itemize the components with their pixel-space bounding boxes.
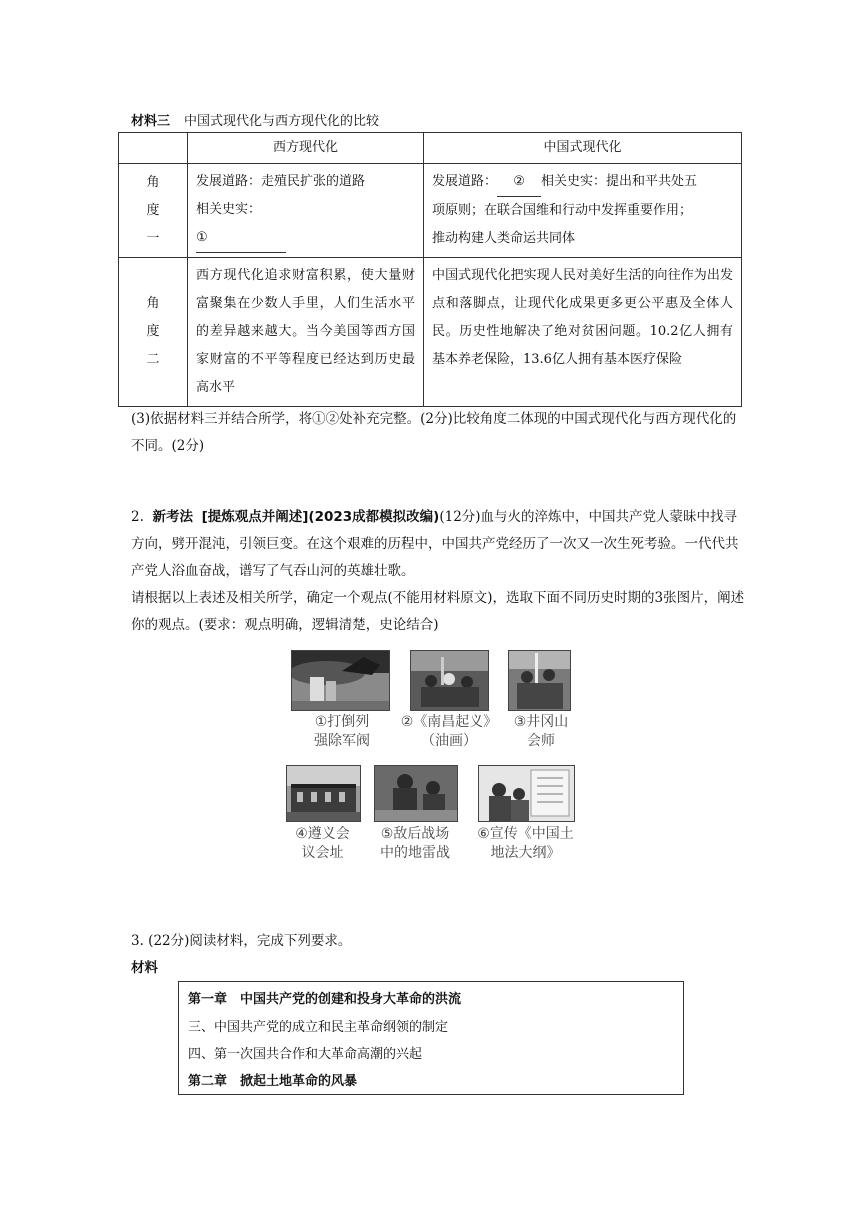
comparison-table [118,132,742,407]
cell-west-angle2: 西方现代化追求财富积累，使大量财富聚集在少数人手里，人们生活水平的差异越来越大。当今美国等西方国家财富的不平等程度已经达到历史最高水平 [188,258,424,407]
cell-china-angle1: 发展道路： ② 相关史实：提出和平共处五 项原则；在联合国维和行动中发挥重要作用； 推动构建人类命运共同体 [424,164,742,258]
question-2: 2. 新考法 [提炼观点并阐述](2023成都模拟改编)(12分)血与火的淬炼中，中国共产党人蒙昧中找寻方向，劈开混沌，引领巨变。在这个艰难的历程中，中国共产党经历了一次又一次生死考验。一代代共产党人浴血奋战，谱写了气吞山河的英雄壮歌。 请根据以上表述及相关所学，确定一个观点(不能用材料原文)，选取下面不同历史时期的3张图片，阐述你的观点。(要求：观点明确，逻辑清楚，史论结合) [131,509,745,633]
photo-zunyi-site [286,765,361,822]
question-3: 3. (22分)阅读材料，完成下列要求。 [131,933,352,949]
caption-5: ⑤敌后战场 中的地雷战 [380,826,450,861]
photo-jinggangshan-meeting [508,650,571,711]
chapter-outline-box [178,981,684,1095]
blank-2: ② [497,168,541,197]
caption-1: ①打倒列 强除军阀 [314,714,370,749]
section-3: 三、中国共产党的成立和民主革命纲领的制定 [188,1020,449,1035]
col-header-west: 西方现代化 [188,133,424,164]
chapter-2-title: 第二章 掀起土地革命的风暴 [188,1074,358,1089]
cell-west-angle1: 发展道路：走殖民扩张的道路 相关史实： ① [188,164,424,258]
photo-beat-warlords [291,650,390,711]
material-3-title: 材料三 中国式现代化与西方现代化的比较 [131,114,380,129]
caption-4: ④遵义会 议会址 [295,826,350,861]
chapter-1-title: 第一章 中国共产党的创建和投身大革命的洪流 [188,992,462,1007]
blank-1: ① [196,224,286,253]
row-label-angle2: 角度二 [119,258,188,407]
col-header-china: 中国式现代化 [424,133,742,164]
question-3-subquestion: (3)依据材料三并结合所学，将①②处补充完整。(2分)比较角度二体现的中国式现代化与西方现代化的不同。(2分) [131,411,737,454]
cell-china-angle2: 中国式现代化把实现人民对美好生活的向往作为出发点和落脚点，让现代化成果更多更公平惠及全体人民。历史性地解决了绝对贫困问题。10.2亿人拥有基本养老保险，13.6亿人拥有基本医疗保险 [424,258,742,407]
photo-nanchang-uprising [410,650,489,711]
photo-landmine-warfare [374,765,458,822]
photo-land-law-propaganda [478,765,575,822]
caption-2: ②《南昌起义》 （油画） [400,714,498,749]
caption-3: ③井冈山 会师 [513,714,569,749]
section-4: 四、第一次国共合作和大革命高潮的兴起 [188,1047,423,1062]
row-label-angle1: 角度一 [119,164,188,258]
caption-6: ⑥宣传《中国土 地法大纲》 [477,826,574,861]
question-3-material-label: 材料 [131,960,158,976]
